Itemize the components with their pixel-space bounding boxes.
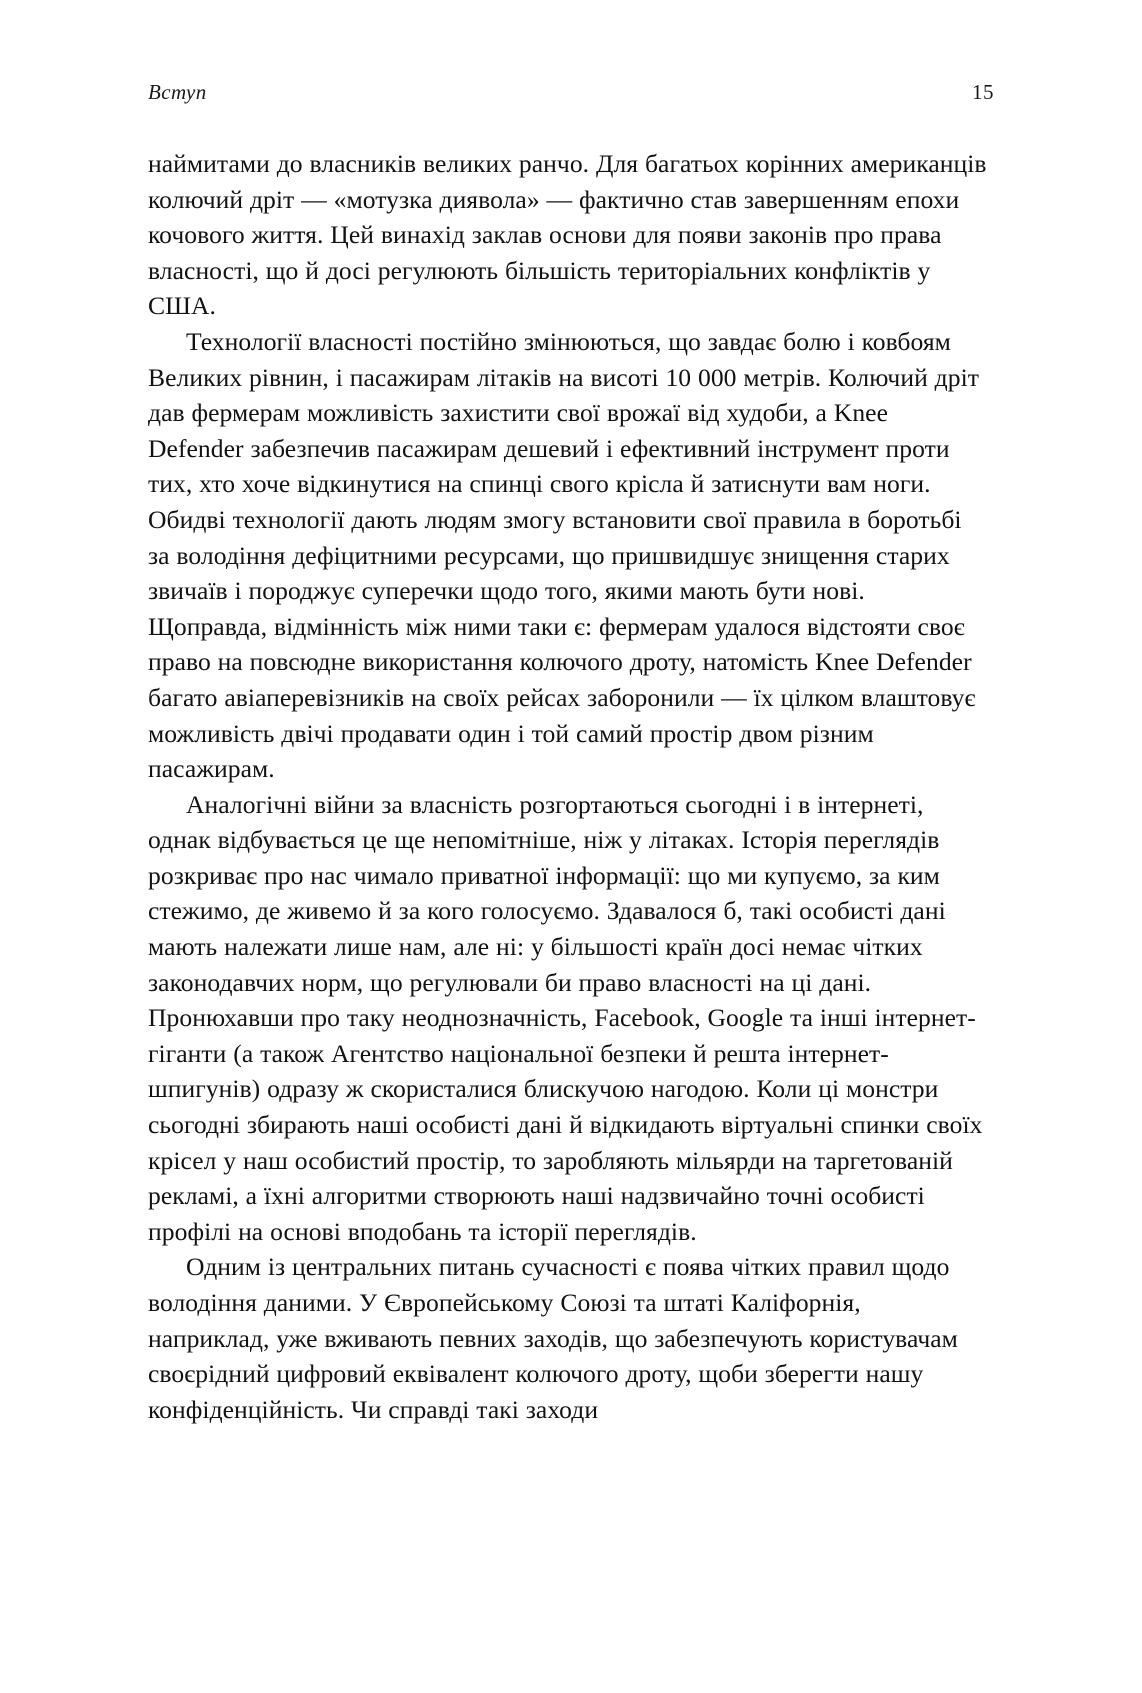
paragraph: [148, 787, 988, 1250]
paragraph-text: Аналогічні війни за власність розгортаються сьогодні і в інтернеті, однак відбувається це ще непомітніше, ніж у літаках. Історія переглядів розкриває про нас чимало приватної інформації: що ми купуємо, за ким стежимо, де живемо й за кого голосуємо. Здавалося б, такі особисті дані мають належати лише нам, але ні: у більшості країн досі немає чітких законодавчих норм, що регулювали би право власності на ці дані. Пронюхавши про таку неоднозначність, Facebook, Google та інші інтернет-гіганти (а також Агентство національної безпеки й решта інтернет-шпигунів) одразу ж скористалися блискучою нагодою. Коли ці монстри сьогодні збирають наші особисті дані й відкидають віртуальні спинки своїх крісел у наш особистий простір, то заробляють мільярди на таргетованій рекламі, а їхні алгоритми створюють наші надзвичайно точні особисті профілі на основі вподобань та історії переглядів.: [148, 789, 983, 1246]
paragraph-text: Технології власності постійно змінюються, що завдає болю і ковбоям Великих рівнин, і пасажирам літаків на висоті 10 000 метрів. Колючий дріт дав фермерам можливість захистити свої врожаї від худоби, а Knee Defender забезпечив пасажирам дешевий і ефективний інструмент проти тих, хто хоче відкинутися на спинці свого крісла й затиснути вам ноги. Обидві технології дають людям змогу встановити свої правила в боротьбі за володіння дефіцитними ресурсами, що пришвидшує знищення старих звичаїв і породжує суперечки щодо того, якими мають бути нові. Щоправда, відмінність між ними таки є: фермерам удалося відстояти своє право на повсюдне використання колючого дроту, натомість Knee Defender багато авіаперевізників на своїх рейсах заборонили — їх цілком влаштовує можливість двічі продавати один і той самий простір двом різним пасажирам.: [148, 326, 979, 784]
body-text-block: [148, 146, 988, 1427]
running-head-chapter-title: Вступ: [148, 80, 207, 104]
page-number: 15: [972, 80, 994, 104]
running-head: [148, 80, 994, 114]
paragraph: [148, 324, 988, 787]
paragraph: наймитами до власників великих ранчо. Для багатьох корінних американців колючий дріт — «мотузка диявола» — фактично став завершенням епохи кочового життя. Цей винахід заклав основи для появи законів про права власності, що й досі регулюють більшість територіальних конфліктів у США.: [148, 149, 987, 321]
paragraph: [148, 1249, 988, 1427]
paragraph-text: Одним із центральних питань сучасності є поява чітких правил щодо володіння даними. У Європейському Союзі та штаті Каліфорнія, наприклад, уже вживають певних заходів, що забезпечують користувачам своєрідний цифровий еквівалент колючого дроту, щоби зберегти нашу конфіденційність. Чи справді такі заходи: [148, 1252, 958, 1424]
